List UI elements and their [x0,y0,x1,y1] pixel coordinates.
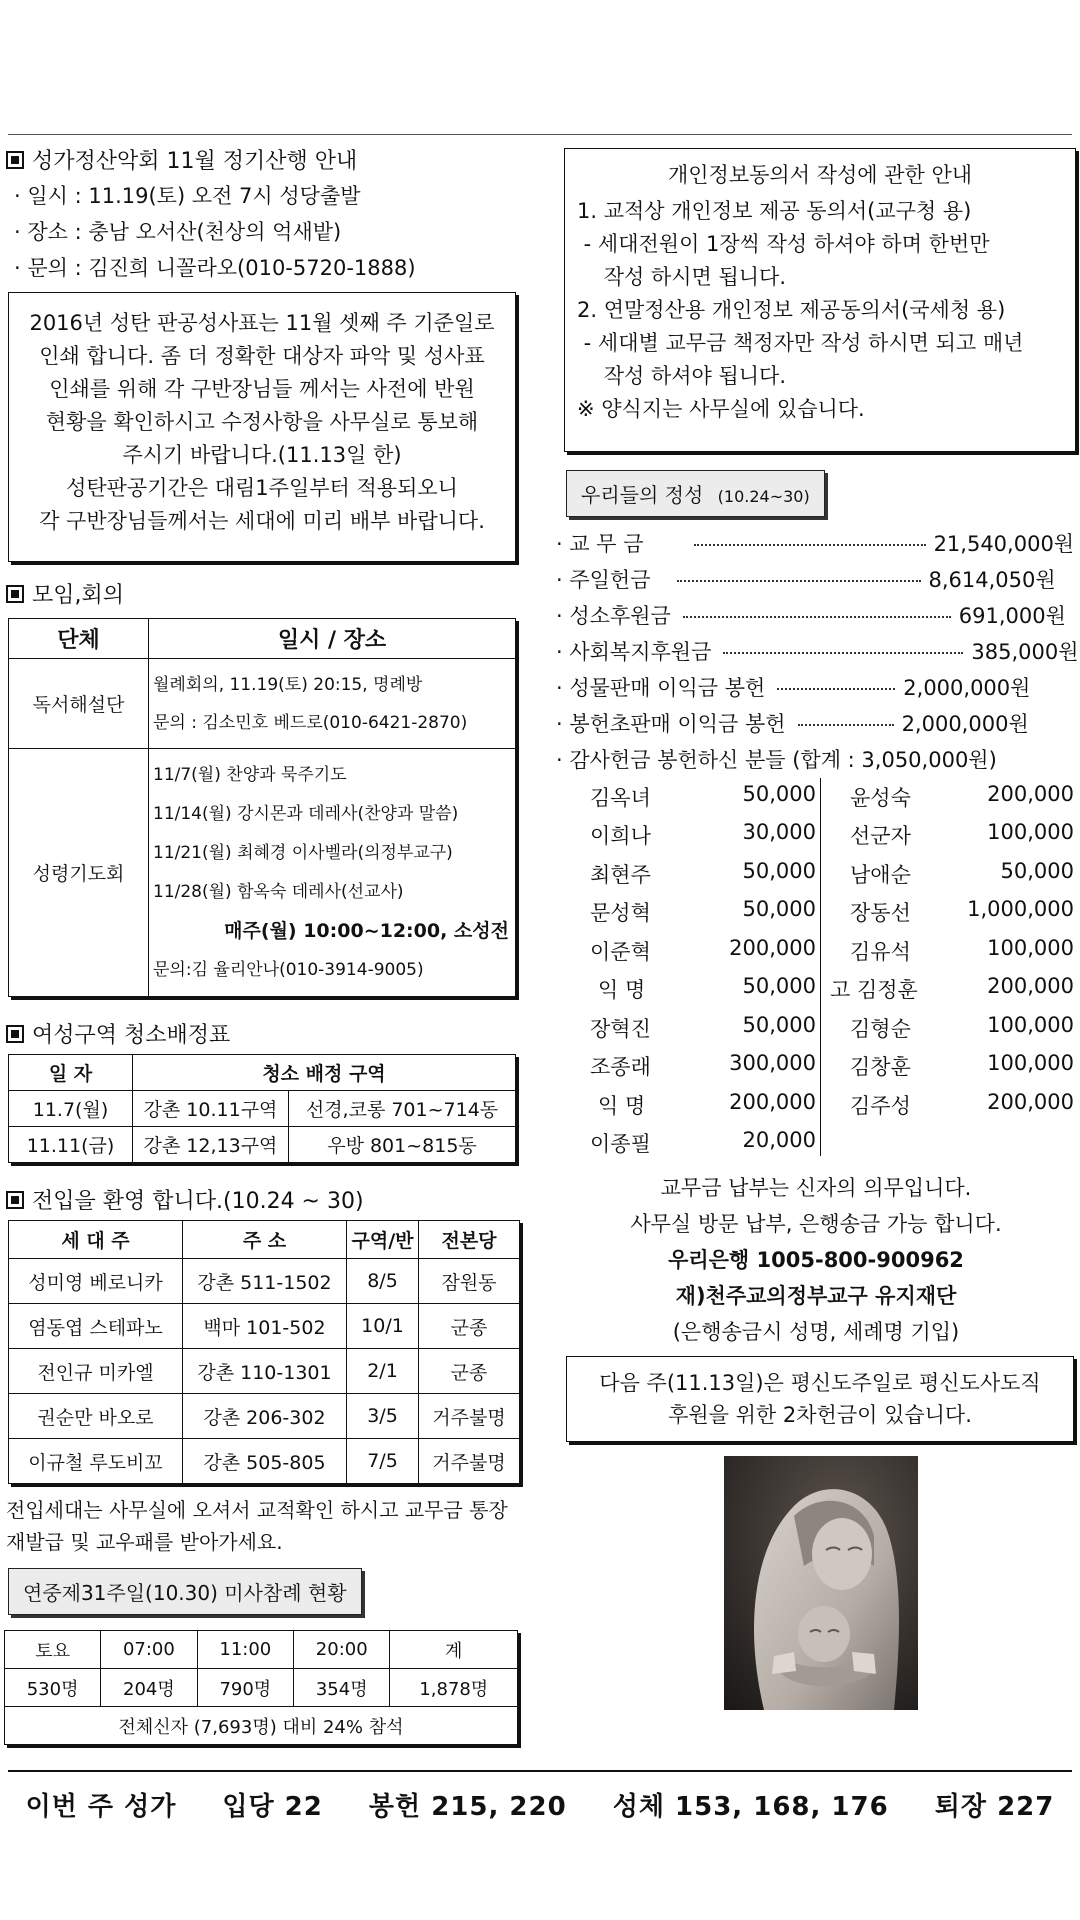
hymns-line [0,1786,1080,1823]
col-header: 전본당 [419,1221,520,1259]
attendance-title: 연중제31주일(10.30) 미사참례 현황 [8,1568,362,1615]
leader-dots [777,688,895,690]
square-bullet-icon [6,1025,24,1043]
col-date-header: 일 자 [9,1055,133,1091]
square-bullet-icon [6,151,24,169]
donor-row: 남애순 50,000 [850,859,1074,887]
offering-item: · 사회복지후원금 385,000원 [556,640,1079,664]
leader-dots [677,580,921,582]
table-row: 11.11(금) 강촌 12,13구역 우방 801~815동 [9,1127,516,1163]
hymn-entrance: 입당 22 [222,1792,323,1822]
leader-dots [723,652,963,654]
group-name: 성령기도회 [9,749,149,997]
privacy-line: 1. 교적상 개인정보 제공 동의서(교구청 용) [577,199,972,223]
col-header: 토요 [5,1631,101,1669]
table-row: 11.7(월) 강촌 10.11구역 선경,코롱 701~714동 [9,1091,516,1127]
table-row: 530명 204명 790명 354명 1,878명 [5,1669,518,1707]
bottom-rule [8,1770,1072,1772]
dues-notice: 교무금 납부는 신자의 의무입니다. 사무실 방문 납부, 은행송금 가능 합니다. 우리은행 1005-800-900962 재)천주교의정부교구 유지재단 (은행송금시 성명, 세례명 기입) [556,1170,1076,1350]
top-rule [8,134,1072,135]
thanks-heading: · 감사헌금 봉헌하신 분들 (합계 : 3,050,000원) [556,748,997,772]
cleaning-table [8,1054,516,1163]
offering-item: · 성물판매 이익금 봉헌 2,000,000원 [556,676,1031,700]
offering-item: · 교 무 금 21,540,000원 [556,532,1075,556]
hymn-recession: 퇴장 227 [934,1792,1055,1822]
col-header: 구역/반 [347,1221,419,1259]
table-row: 성미영 베로니카 강촌 511-1502 8/5 잠원동 [9,1259,520,1304]
leader-dots [694,544,926,546]
cleaning-title: 여성구역 청소배정표 [6,1018,230,1049]
donor-row: 김창훈 100,000 [850,1051,1074,1079]
donor-row: 이준혁 200,000 [590,936,816,964]
privacy-box [564,148,1076,452]
square-bullet-icon [6,1191,24,1209]
hymn-offertory: 봉헌 215, 220 [368,1792,567,1822]
notice-line: 주시기 바랍니다.(11.13일 한) [122,443,402,467]
donor-row: 장동선 1,000,000 [850,897,1074,925]
privacy-line: 작성 하시면 됩니다. [577,265,787,289]
notice-line: 2016년 성탄 판공성사표는 11월 셋째 주 기준일로 [29,311,495,335]
privacy-line: - 세대전원이 1장씩 작성 하셔야 하며 한번만 [577,232,990,256]
attendance-table [4,1630,518,1745]
attendance-summary: 전체신자 (7,693명) 대비 24% 참석 [5,1707,518,1745]
square-bullet-icon [6,585,24,603]
notice-line: 인쇄를 위해 각 구반장님들 께서는 사전에 반원 [49,377,475,401]
notice-line: 현황을 확인하시고 수정사항을 사무실로 통보해 [45,410,479,434]
hymns-label: 이번 주 성가 [25,1792,177,1822]
bank-account: 우리은행 1005-800-900962 [668,1248,964,1272]
hymn-communion: 성체 153, 168, 176 [612,1792,889,1822]
offering-item: · 주일헌금 8,614,050원 [556,568,1056,592]
privacy-line: 작성 하셔야 됩니다. [577,364,787,388]
foundation-name: 재)천주교의정부교구 유지재단 [675,1284,957,1308]
donor-row: 이희나 30,000 [590,820,816,848]
privacy-title: 개인정보동의서 작성에 관한 안내 [667,163,973,187]
col-header: 11:00 [197,1631,293,1669]
col-header: 세 대 주 [9,1221,183,1259]
donor-row: 장혁진 50,000 [590,1013,816,1041]
group-contact: 문의:김 율리안나(010-3914-9005) [153,959,424,980]
col-time-header: 일시 / 장소 [149,619,516,659]
group-details: 월례회의, 11.19(토) 20:15, 명례방 문의 : 김소민호 베드로(010-6421-2870) [149,659,516,749]
donor-row: 김유석 100,000 [850,936,1074,964]
donor-row: 조종래 300,000 [590,1051,816,1079]
donor-row: 익 명 200,000 [598,1090,816,1118]
privacy-line: ※ 양식지는 사무실에 있습니다. [577,397,865,421]
hike-place: · 장소 : 충남 오서산(천상의 억새밭) [14,220,342,244]
col-header: 07:00 [101,1631,197,1669]
offering-item: · 성소후원금 691,000원 [556,604,1066,628]
madonna-sculpture-icon [724,1456,918,1710]
leader-dots [798,724,894,726]
donor-row: 선군자 100,000 [850,820,1074,848]
donor-row: 익 명 50,000 [598,974,816,1002]
donor-divider [820,778,821,1156]
meetings-table [8,618,516,997]
col-header: 주 소 [183,1221,347,1259]
table-row: 권순만 바오로 강촌 206-302 3/5 거주불명 [9,1394,520,1439]
hike-date: · 일시 : 11.19(토) 오전 7시 성당출발 [14,184,361,208]
hike-contact: · 문의 : 김진희 니꼴라오(010-5720-1888) [14,256,416,280]
privacy-line: - 세대별 교무금 책정자만 작성 하시면 되고 매년 [577,331,1024,355]
weekly-schedule: 매주(월) 10:00~12:00, 소성전 [224,919,509,942]
offerings-title: 우리들의 정성 (10.24~30) [566,470,825,517]
donor-row: 문성혁 50,000 [590,897,816,925]
donor-row: 김주성 200,000 [850,1090,1074,1118]
welcome-table [8,1220,520,1484]
col-group-header: 단체 [9,619,149,659]
notice-line: 성탄판공기간은 대림1주일부터 적용되오니 [66,476,458,500]
table-row: 염동엽 스테파노 백마 101-502 10/1 군종 [9,1304,520,1349]
table-row: 전인규 미카엘 강촌 110-1301 2/1 군종 [9,1349,520,1394]
donor-row: 김형순 100,000 [850,1013,1074,1041]
offering-item: · 봉헌초판매 이익금 봉헌 2,000,000원 [556,712,1029,736]
donor-row: 김옥녀 50,000 [590,782,816,810]
leader-dots [683,616,951,618]
donor-row: 이종필 20,000 [590,1128,816,1156]
group-name: 독서해설단 [9,659,149,749]
welcome-title: 전입을 환영 합니다.(10.24 ~ 30) [6,1184,364,1215]
donor-row: 윤성숙 200,000 [850,782,1074,810]
col-area-header: 청소 배정 구역 [133,1055,516,1091]
privacy-line: 2. 연말정산용 개인정보 제공동의서(국세청 용) [577,298,1006,322]
welcome-note: 전입세대는 사무실에 오셔서 교적확인 하시고 교무금 통장 [6,1498,508,1522]
group-details: 11/7(월) 찬양과 묵주기도 11/14(월) 강시몬과 데레사(찬양과 말씀) 11/21(월) 최혜경 이사벨라(의정부교구) 11/28(월) 함옥숙 데레사(선교사) 매주(월) 10:00~12:00, 소성전 문의:김 율리안나(010-3914-9005) [149,749,516,997]
next-week-box: 다음 주(11.13일)은 평신도주일로 평신도사도직 후원을 위한 2차헌금이 있습니다. [566,1356,1074,1442]
table-row: 이규철 루도비꼬 강촌 505-805 7/5 거주불명 [9,1439,520,1484]
notice-box [8,292,516,562]
madonna-child-photo [724,1456,918,1710]
hike-title: 성가정산악회 11월 정기산행 안내 [6,144,357,175]
notice-line: 각 구반장님들께서는 세대에 미리 배부 바랍니다. [39,509,485,533]
col-header: 계 [390,1631,518,1669]
donor-row: 고 김정훈 200,000 [830,974,1074,1002]
meetings-title: 모임,회의 [6,578,124,609]
donor-row: 최현주 50,000 [590,859,816,887]
welcome-note: 재발급 및 교우패를 받아가세요. [6,1530,283,1554]
col-header: 20:00 [294,1631,390,1669]
notice-line: 인쇄 합니다. 좀 더 정확한 대상자 파악 및 성사표 [39,344,485,368]
